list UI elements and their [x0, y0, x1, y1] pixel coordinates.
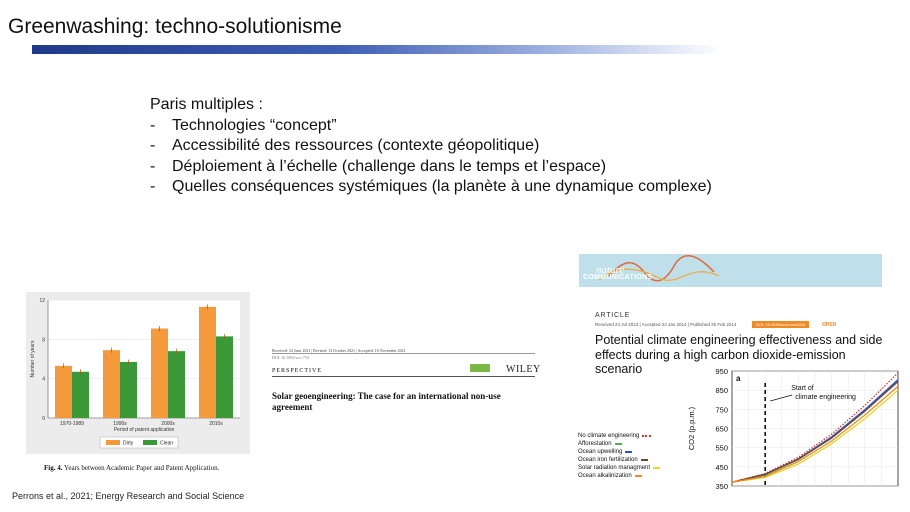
bar-chart-svg [26, 292, 250, 454]
y-tick-label: 0 [42, 416, 45, 422]
y-tick-label: 950 [715, 367, 728, 376]
paper-title: Solar geoengineering: The case for an international non-use agreement [272, 391, 501, 412]
paper-dates: Received: 24 June 2021 | Revised: 13 October 2021 | Accepted: 16 November 2021 [272, 348, 406, 353]
bar-clean [72, 372, 89, 418]
legend-swatch [641, 459, 648, 461]
y-tick-label: 350 [715, 482, 728, 491]
bar-clean [120, 362, 137, 418]
legend-label: Solar radiation managment [578, 465, 651, 471]
divider [272, 353, 535, 354]
bar-legend [100, 437, 178, 448]
y-tick-label: 750 [715, 405, 728, 415]
y-tick-label: 8 [42, 337, 45, 344]
article-label: ARTICLE [595, 312, 631, 319]
paper-doi: DOI: 10.1002/wcc.754 [272, 355, 309, 360]
journal-name: nature [596, 264, 625, 276]
paper-section: PERSPECTIVE [272, 368, 323, 374]
patent-bar-chart [26, 292, 250, 454]
y-tick-label: 12 [39, 298, 45, 304]
legend-item [578, 464, 660, 472]
bullet-item: - Accessibilité des ressources (contexte géopolitique) [150, 137, 540, 154]
y-tick-label: 4 [42, 376, 45, 383]
y-axis-label: CO2 (p.p.m.) [687, 406, 696, 451]
y-axis-label: Number of years [30, 340, 36, 378]
legend-item [578, 448, 660, 456]
slide-title: Greenwashing: techno-solutionisme [8, 15, 342, 38]
title-underline-bar [32, 45, 722, 54]
citation: Perrons et al., 2021; Energy Research and Social Science [12, 491, 245, 501]
legend-label: Afforestation [578, 441, 612, 447]
y-tick-label: 650 [715, 424, 728, 434]
article-dates: Received 24 Jul 2013 | Accepted 23 Jan 2014 | Published 25 Feb 2014 [595, 322, 737, 327]
bullet-item: - Quelles conséquences systémiques (la planète à une dynamique complexe) [150, 178, 712, 195]
bullet-header: Paris multiples : [150, 96, 263, 113]
legend-swatch [143, 440, 157, 445]
x-tick-label: 2010s [209, 421, 223, 427]
divider [272, 376, 535, 377]
legend-item [578, 432, 660, 440]
bar-dirty [103, 350, 120, 418]
bar-clean [168, 351, 185, 418]
doi-badge: DOI: 10.1038/ncomms4304 [752, 321, 809, 328]
legend-swatch [653, 467, 660, 469]
journal-subname: COMMUNICATIONS [583, 274, 653, 281]
y-tick-label: 550 [715, 443, 728, 453]
y-tick-label: 850 [715, 386, 728, 396]
bar-dirty [151, 329, 168, 418]
x-tick-label: 1990s [113, 421, 127, 427]
legend-label: Ocean alkalinization [578, 473, 632, 479]
legend-label: Ocean iron fertilization [578, 457, 638, 463]
bar-dirty [55, 366, 72, 418]
annotation-line2: climate engineering [795, 394, 856, 401]
legend-label: Ocean upwelling [578, 449, 623, 455]
legend-item [578, 440, 660, 448]
legend-item [578, 456, 660, 464]
figure-caption: Fig. 4. Years between Academic Paper and Patent Application. [44, 464, 220, 472]
legend-swatch [106, 440, 120, 445]
banner-wave-icon [579, 254, 882, 287]
open-access-badge: OPEN [822, 322, 837, 328]
y-tick-label: 450 [715, 462, 728, 472]
legend-label: Clean [160, 440, 174, 447]
legend-swatch [625, 451, 632, 453]
legend-item [578, 472, 660, 480]
journal-logo-icon [470, 364, 490, 372]
bar-dirty [199, 307, 216, 418]
x-tick-label: 2000s [161, 421, 175, 427]
article-title: Potential climate engineering effectiveness and side effects during a high carbon dioxide-emission scenario [595, 333, 883, 376]
publisher-logo: WILEY [506, 364, 541, 375]
bar-clean [216, 336, 233, 418]
panel-label: a [736, 374, 741, 383]
x-axis-label: Period of patent application [113, 427, 175, 433]
chart-legend [578, 432, 660, 480]
legend-swatch [642, 435, 651, 437]
x-tick-label: 1970-1989 [60, 421, 84, 427]
legend-label: No climate engineering [578, 433, 640, 439]
legend-label: Dirty [123, 440, 134, 447]
bullet-item: - Technologies “concept” [150, 116, 337, 134]
bullet-list [150, 95, 712, 198]
journal-banner [579, 254, 882, 287]
bullet-item: - Déploiement à l’échelle (challenge dans le temps et l’espace) [150, 157, 607, 175]
annotation-line1: Start of [791, 385, 814, 392]
legend-swatch [615, 443, 622, 445]
legend-swatch [635, 475, 642, 477]
